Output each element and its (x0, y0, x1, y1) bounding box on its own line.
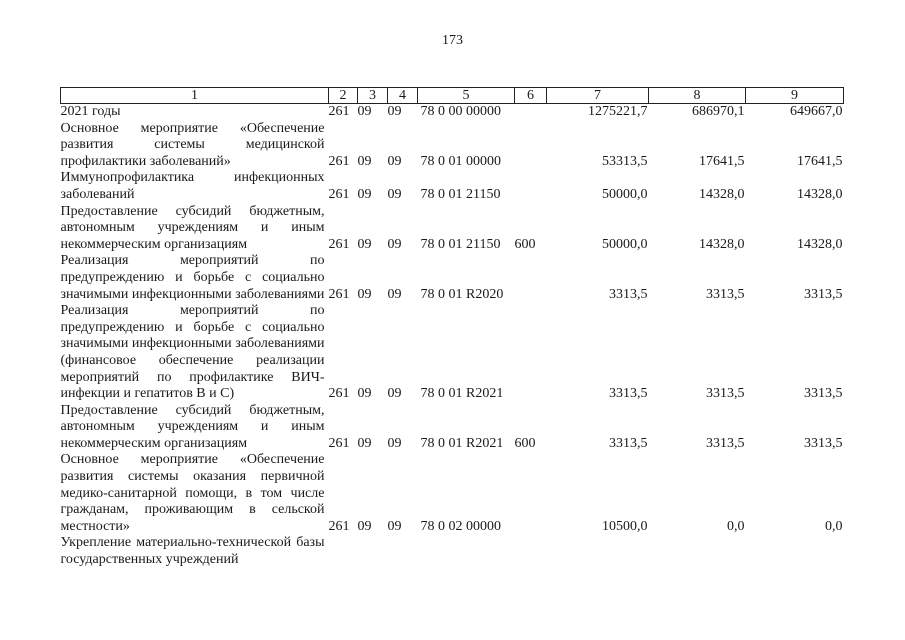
table-row (61, 121, 844, 171)
row-name: Основное мероприятие «Обеспечение развития системы медицинской профилактики заболеваний» (60, 120, 325, 169)
page-number: 173 (442, 33, 463, 48)
cell-code-2: 261 (328, 186, 350, 202)
row-name: Иммунопрофилактика инфекционных заболеваний (60, 170, 325, 202)
table-row (61, 303, 844, 403)
cell-code-2: 261 (328, 286, 350, 302)
cell-code-3: 09 (357, 286, 372, 302)
cell-target-code: 78 0 01 R2020 (420, 286, 504, 302)
cell-amount-8 (649, 535, 746, 568)
table-row (61, 104, 844, 121)
column-header: 3 (358, 88, 388, 104)
cell-amount-9: 14328,0 (797, 186, 843, 202)
cell-amount-9: 17641,5 (797, 153, 843, 169)
row-name: Основное мероприятие «Обеспечение развития системы оказания первичной медико-санитарной помощи, в том числе гражданам, проживающим в сельской местности» (60, 452, 325, 534)
table-row (61, 535, 844, 568)
cell-code-2: 261 (328, 435, 350, 451)
row-name: Предоставление субсидий бюджетным, автономным учреждениям и иным некоммерческим организациям (60, 402, 325, 451)
cell-code-2 (329, 535, 358, 568)
cell-amount-8: 3313,5 (706, 386, 745, 402)
cell-expense-type (515, 535, 547, 568)
cell-expense-type: 600 (514, 435, 536, 451)
cell-expense-type (515, 170, 547, 203)
cell-amount-7: 3313,5 (609, 386, 648, 402)
row-name: Реализация мероприятий по предупреждению и борьбе с социально значимыми инфекционными заболеваниями (финансовое обеспечение реализации мероприятий по профилактике ВИЧ-инфекции и гепатитов В и С) (60, 303, 325, 402)
cell-expense-type (515, 121, 547, 171)
cell-expense-type (515, 104, 547, 121)
cell-code-2: 261 (328, 153, 350, 169)
cell-code-2: 261 (328, 104, 350, 119)
column-header: 8 (649, 88, 746, 104)
cell-amount-7: 3313,5 (609, 435, 648, 451)
table-row (61, 452, 844, 535)
cell-code-3 (358, 535, 388, 568)
cell-code-3: 09 (357, 386, 372, 402)
cell-code-3: 09 (357, 435, 372, 451)
cell-amount-9 (746, 535, 844, 568)
cell-target-code: 78 0 00 00000 (420, 104, 501, 119)
cell-code-4 (388, 535, 418, 568)
column-header: 1 (61, 88, 329, 104)
cell-amount-9: 649667,0 (790, 104, 843, 119)
table-row (61, 170, 844, 203)
cell-amount-8: 0,0 (727, 518, 745, 534)
cell-target-code (418, 535, 515, 568)
cell-expense-type (515, 253, 547, 303)
cell-amount-7 (547, 535, 649, 568)
cell-target-code: 78 0 01 R2021 (420, 386, 504, 402)
cell-amount-9: 14328,0 (797, 236, 843, 252)
cell-code-4: 09 (387, 435, 402, 451)
column-header: 2 (329, 88, 358, 104)
cell-target-code: 78 0 02 00000 (420, 518, 501, 534)
cell-code-4: 09 (387, 153, 402, 169)
cell-amount-8: 17641,5 (699, 153, 745, 169)
budget-table (60, 87, 844, 569)
cell-code-4: 09 (387, 518, 402, 534)
cell-code-4: 09 (387, 186, 402, 202)
column-header: 6 (515, 88, 547, 104)
cell-target-code: 78 0 01 R2021 (420, 435, 504, 451)
cell-code-4: 09 (387, 104, 402, 119)
cell-amount-8: 3313,5 (706, 435, 745, 451)
table-row (61, 204, 844, 254)
cell-target-code: 78 0 01 00000 (420, 153, 501, 169)
cell-expense-type (515, 303, 547, 403)
column-header: 4 (388, 88, 418, 104)
cell-expense-type: 600 (514, 236, 536, 252)
cell-amount-9: 3313,5 (804, 386, 843, 402)
cell-code-3: 09 (357, 153, 372, 169)
column-number-row (61, 88, 844, 104)
cell-code-3: 09 (357, 518, 372, 534)
cell-code-4: 09 (387, 386, 402, 402)
table-row (61, 253, 844, 303)
cell-target-code: 78 0 01 21150 (420, 186, 501, 202)
column-header: 7 (547, 88, 649, 104)
cell-amount-7: 10500,0 (602, 518, 648, 534)
cell-amount-9: 0,0 (825, 518, 843, 534)
cell-amount-7: 3313,5 (609, 286, 648, 302)
cell-amount-9: 3313,5 (804, 435, 843, 451)
cell-code-4: 09 (387, 286, 402, 302)
cell-code-3: 09 (357, 186, 372, 202)
column-header: 5 (418, 88, 515, 104)
cell-amount-9: 3313,5 (804, 286, 843, 302)
row-name: Предоставление субсидий бюджетным, автономным учреждениям и иным некоммерческим организациям (60, 203, 325, 252)
cell-code-4: 09 (387, 236, 402, 252)
cell-amount-7: 50000,0 (602, 236, 648, 252)
cell-code-3: 09 (357, 104, 372, 119)
cell-code-2: 261 (328, 386, 350, 402)
cell-code-3: 09 (357, 236, 372, 252)
column-header: 9 (746, 88, 844, 104)
cell-code-2: 261 (328, 236, 350, 252)
cell-amount-7: 1275221,7 (588, 104, 648, 119)
table-row (61, 403, 844, 453)
cell-amount-7: 53313,5 (602, 153, 648, 169)
cell-amount-8: 686970,1 (692, 104, 745, 119)
cell-expense-type (515, 452, 547, 535)
cell-amount-8: 3313,5 (706, 286, 745, 302)
cell-target-code: 78 0 01 21150 (420, 236, 501, 252)
row-name: Укрепление материально-технической базы государственных учреждений (60, 535, 325, 568)
row-name: 2021 годы (60, 104, 121, 119)
cell-amount-7: 50000,0 (602, 186, 648, 202)
row-name: Реализация мероприятий по предупреждению и борьбе с социально значимыми инфекционными заболеваниями (60, 253, 325, 302)
cell-amount-8: 14328,0 (699, 186, 745, 202)
cell-amount-8: 14328,0 (699, 236, 745, 252)
cell-code-2: 261 (328, 518, 350, 534)
